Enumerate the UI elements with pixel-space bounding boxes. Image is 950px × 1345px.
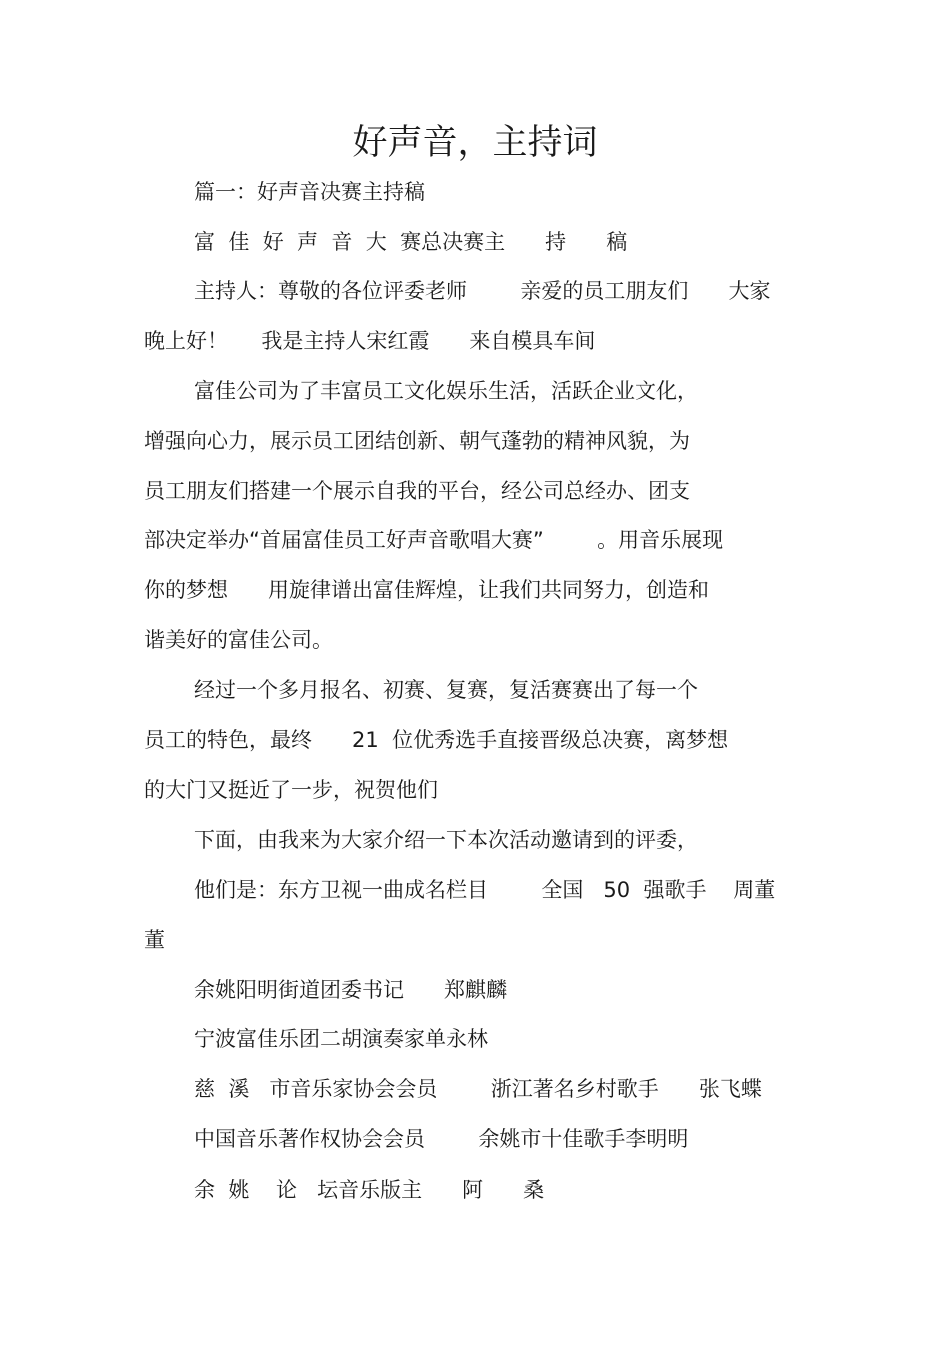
paragraph-line: 晚上好！ 我是主持人宋红霞 来自模具车间 bbox=[144, 329, 596, 353]
paragraph-line: 主持人：尊敬的各位评委老师 亲爱的员工朋友们 大家 bbox=[194, 279, 771, 303]
paragraph-line: 谐美好的富佳公司。 bbox=[144, 628, 333, 652]
paragraph-line: 员工的特色，最终 21 位优秀选手直接晋级总决赛，离梦想 bbox=[144, 728, 729, 752]
paragraph-line: 余 姚 论 坛音乐版主 阿 桑 bbox=[194, 1178, 545, 1202]
paragraph-line: 的大门又挺近了一步，祝贺他们 bbox=[144, 778, 438, 802]
paragraph-line: 你的梦想 用旋律谱出富佳辉煌，让我们共同努力，创造和 bbox=[144, 578, 710, 602]
paragraph-line: 宁波富佳乐团二胡演奏家单永林 bbox=[194, 1027, 488, 1051]
paragraph-line: 中国音乐著作权协会会员 余姚市十佳歌手李明明 bbox=[194, 1127, 689, 1151]
paragraph-line: 富 佳 好 声 音 大 赛总决赛主 持 稿 bbox=[194, 230, 628, 254]
paragraph-line: 下面，由我来为大家介绍一下本次活动邀请到的评委， bbox=[194, 828, 698, 852]
paragraph-line: 他们是：东方卫视一曲成名栏目 全国 50 强歌手 周董 bbox=[194, 878, 776, 902]
paragraph-line: 慈 溪 市音乐家协会会员 浙江著名乡村歌手 张飞蝶 bbox=[194, 1077, 762, 1101]
paragraph-line: 部决定举办“首届富佳员工好声音歌唱大赛” 。用音乐展现 bbox=[144, 528, 724, 552]
paragraph-line: 富佳公司为了丰富员工文化娱乐生活，活跃企业文化， bbox=[194, 379, 698, 403]
document-title: 好声音，主持词 bbox=[352, 123, 598, 163]
paragraph-line: 员工朋友们搭建一个展示自我的平台，经公司总经办、团支 bbox=[144, 479, 690, 503]
paragraph-line: 经过一个多月报名、初赛、复赛，复活赛赛出了每一个 bbox=[194, 678, 698, 702]
paragraph-line: 董 bbox=[144, 928, 165, 952]
paragraph-line: 余姚阳明街道团委书记 郑麒麟 bbox=[194, 978, 508, 1002]
paragraph-line: 增强向心力，展示员工团结创新、朝气蓬勃的精神风貌，为 bbox=[144, 429, 690, 453]
paragraph-line: 篇一：好声音决赛主持稿 bbox=[194, 180, 425, 204]
